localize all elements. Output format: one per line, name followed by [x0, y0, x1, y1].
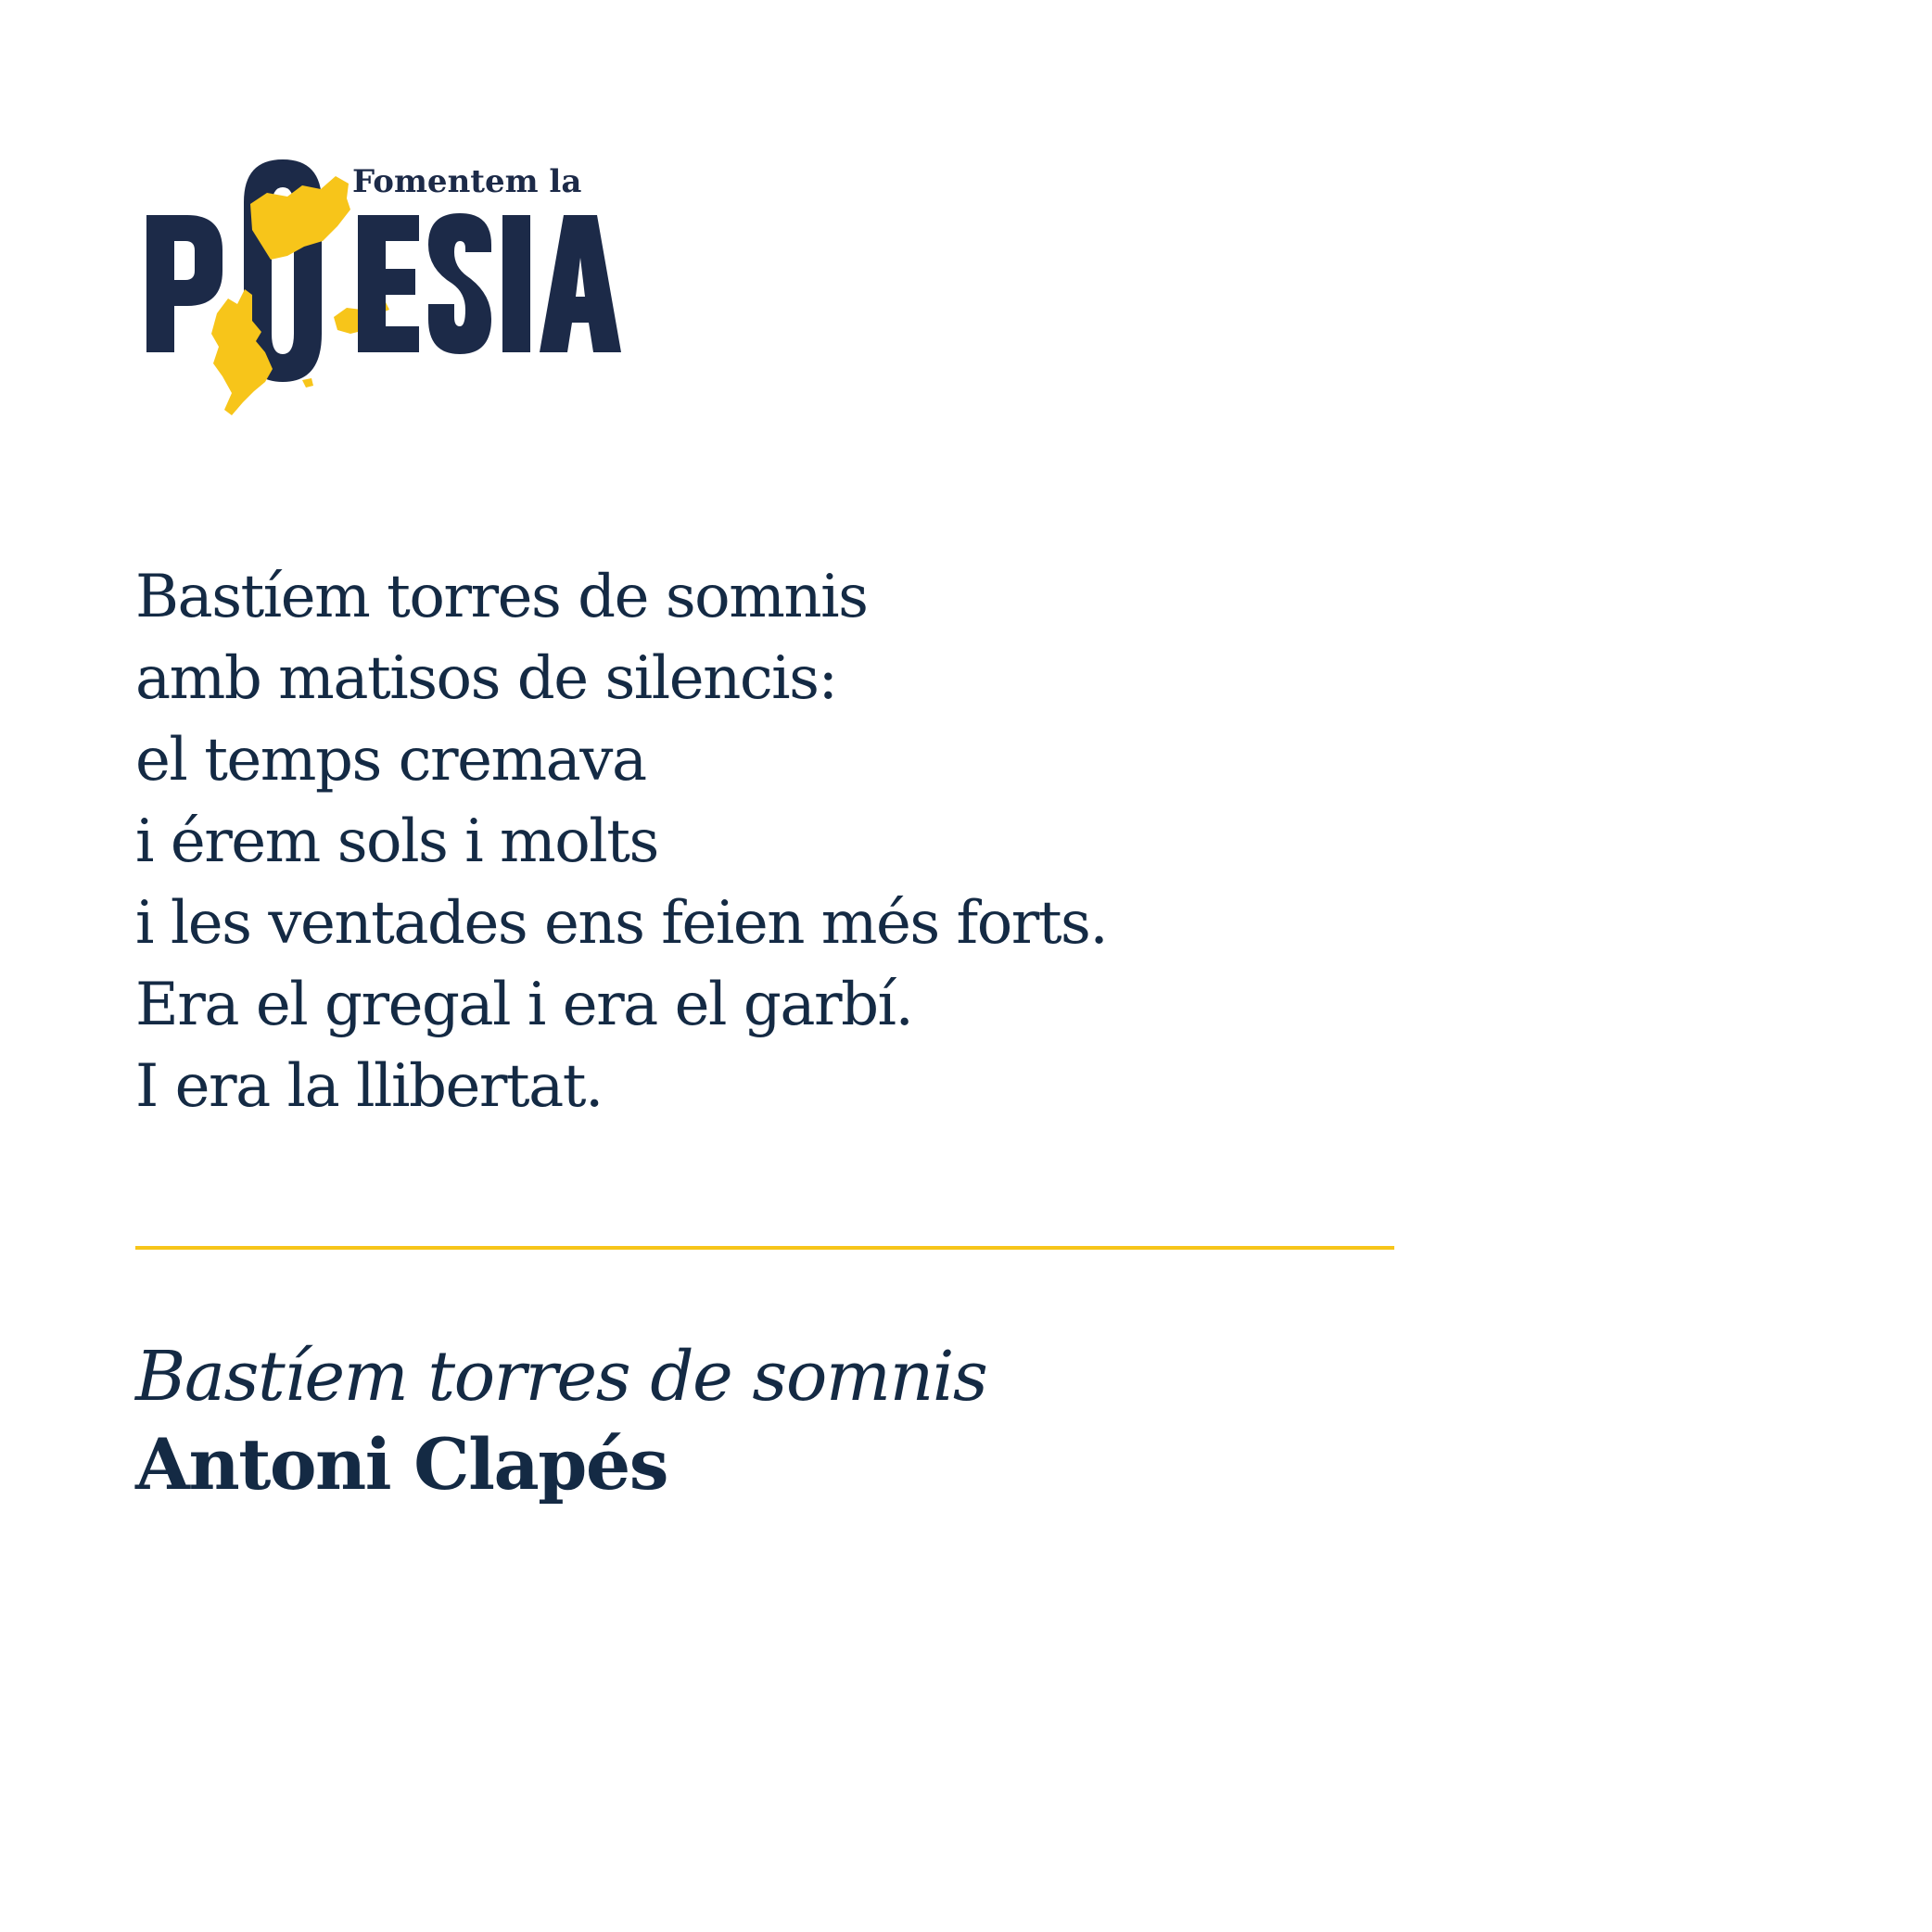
logo-letter-e — [358, 215, 419, 352]
logo-letter-p — [146, 215, 222, 352]
logo-letter-s — [428, 213, 491, 354]
poem-line: i érem sols i molts — [135, 807, 658, 876]
poem-title: Bastíem torres de somnis — [135, 1337, 987, 1417]
poem-line: i les ventades ens feien més forts. — [135, 889, 1108, 958]
poem-line: amb matisos de silencis: — [135, 644, 837, 713]
poem-line: Era el gregal i era el garbí. — [135, 971, 913, 1039]
poem-text — [135, 556, 1107, 1127]
logo-letter-i — [502, 215, 530, 352]
divider-line — [135, 1246, 1394, 1250]
poem-author: Antoni Clapés — [135, 1423, 667, 1506]
poem-line: el temps cremava — [135, 726, 646, 794]
poesia-logo-graphic — [139, 148, 621, 426]
fomentem-la-poesia-logo — [139, 148, 621, 426]
poem-line: Bastíem torres de somnis — [135, 563, 868, 631]
logo-letter-a — [540, 215, 621, 352]
logo-kicker: Fomentem la — [352, 163, 582, 200]
poem-line: I era la llibertat. — [135, 1052, 603, 1121]
